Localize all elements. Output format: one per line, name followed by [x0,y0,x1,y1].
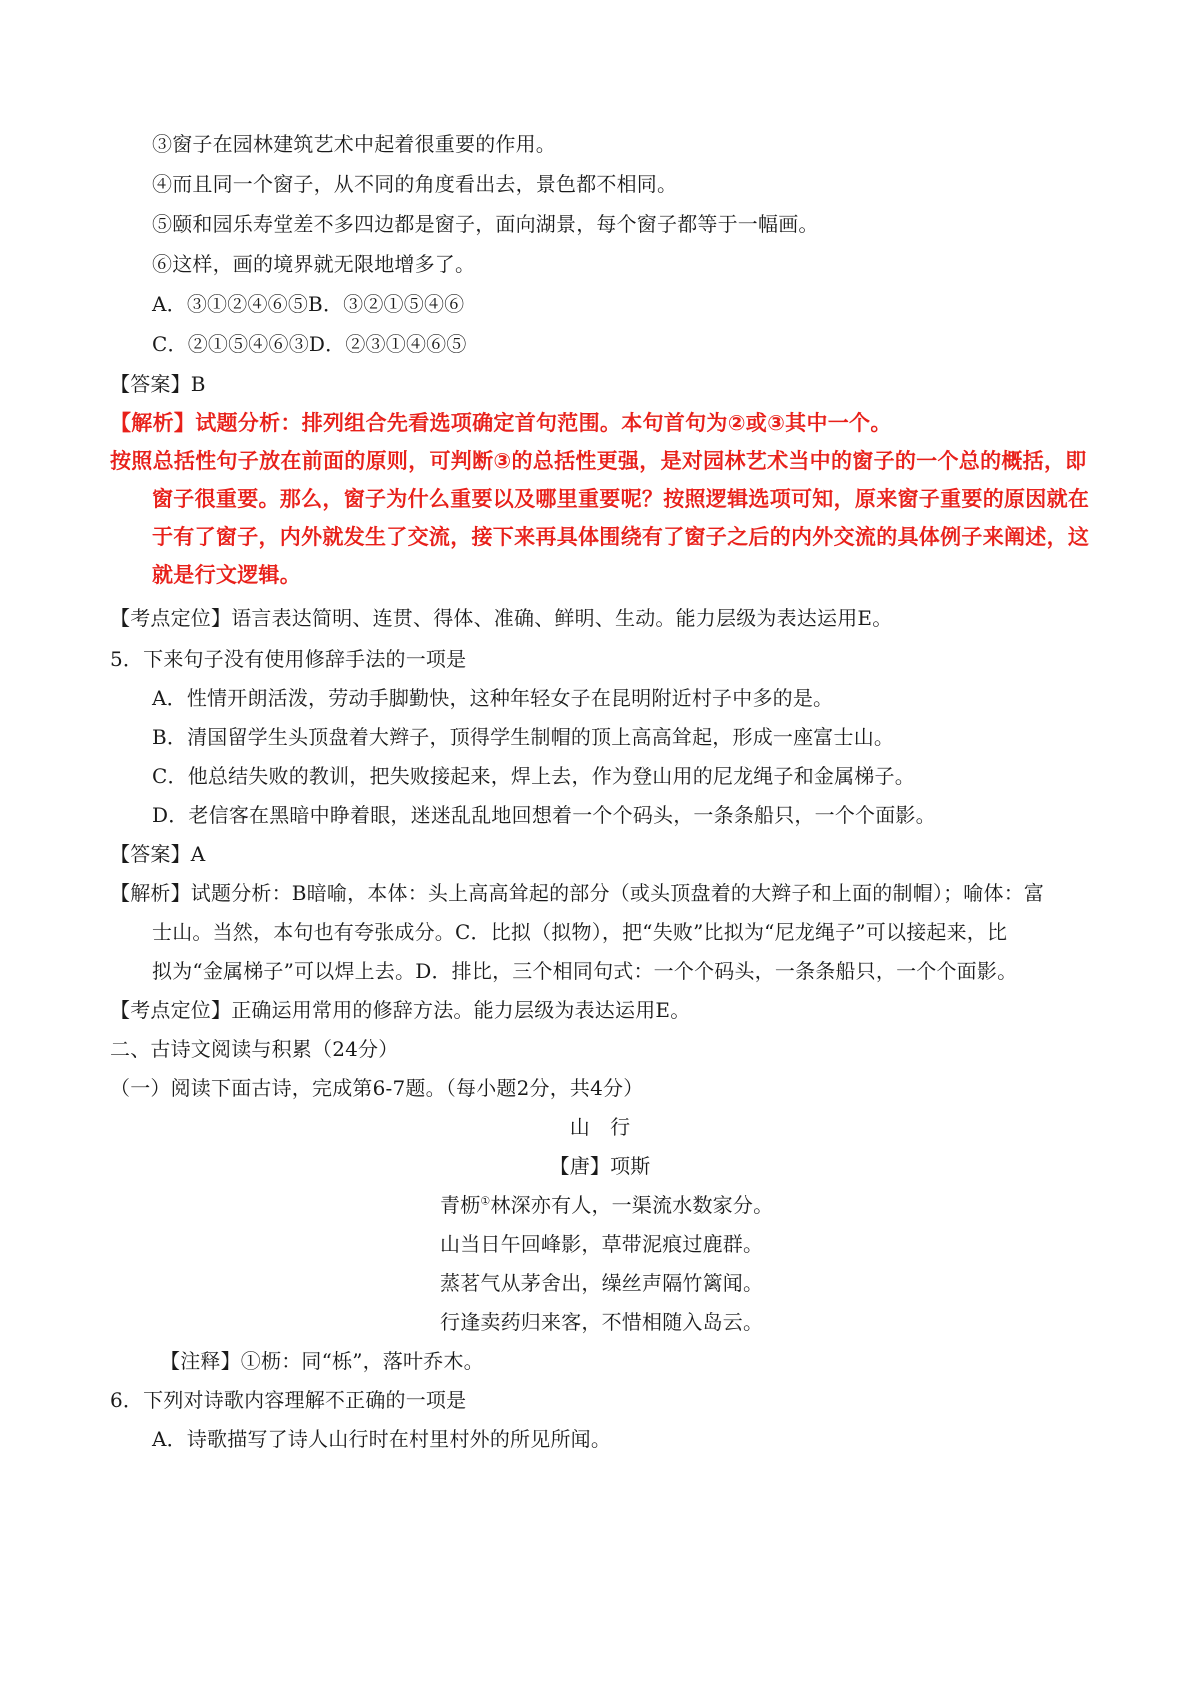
q5-question: 5．下来句子没有使用修辞手法的一项是 [110,647,467,671]
q4-options-ab: A．③①②④⑥⑤B．③②①⑤④⑥ [152,292,465,316]
q4-sentence-4: ④而且同一个窗子，从不同的角度看出去，景色都不相同。 [152,172,678,196]
q6-option-a: A．诗歌描写了诗人山行时在村里村外的所见所闻。 [152,1427,612,1451]
poem-line-1 [440,1191,774,1219]
q4-analysis-line-2: 按照总括性句子放在前面的原则，可判断③的总括性更强，是对园林艺术当中的窗子的一个总的概括，即 [110,449,1087,473]
q6-question: 6．下列对诗歌内容理解不正确的一项是 [110,1388,467,1412]
poem-line-2: 山当日午回峰影，草带泥痕过鹿群。 [440,1232,764,1256]
poem-title: 山 行 [569,1115,631,1139]
poem-line-1-start: 青枥 [440,1193,481,1217]
q5-option-d: D．老信客在黑暗中睁着眼，迷迷乱乱地回想着一个个码头，一条条船只，一个个面影。 [152,803,936,827]
q5-analysis-line-3: 拟为“金属梯子”可以焊上去。D．排比，三个相同句式：一个个码头，一条条船只，一个个面影。 [152,959,1018,983]
q5-option-a: A．性情开朗活泼，劳动手脚勤快，这种年轻女子在昆明附近村子中多的是。 [152,686,834,710]
footnote-marker: ① [480,1194,491,1208]
q4-analysis-line-3: 窗子很重要。那么，窗子为什么重要以及哪里重要呢？按照逻辑选项可知，原来窗子重要的原因就在 [152,487,1090,511]
q4-analysis-line-4: 于有了窗子，内外就发生了交流，接下来再具体围绕有了窗子之后的内外交流的具体例子来阐述，这 [152,525,1090,549]
poem-line-4: 行逢卖药归来客，不惜相随入岛云。 [440,1310,764,1334]
q4-answer: 【答案】B [110,372,206,396]
q4-sentence-5: ⑤颐和园乐寿堂差不多四边都是窗子，面向湖景，每个窗子都等于一幅画。 [152,212,819,236]
poem-author: 【唐】项斯 [549,1154,651,1178]
poem-line-3: 蒸茗气从茅舍出，缲丝声隔竹篱闻。 [440,1271,764,1295]
q4-point: 【考点定位】语言表达简明、连贯、得体、准确、鲜明、生动。能力层级为表达运用E。 [110,606,893,630]
section-heading: 二、古诗文阅读与积累（24分） [110,1037,399,1061]
q5-answer: 【答案】A [110,842,206,866]
q5-analysis-line-1: 【解析】试题分析：B暗喻，本体：头上高高耸起的部分（或头顶盘着的大辫子和上面的制帽）；喻体：富 [110,881,1045,905]
q5-analysis-line-2: 士山。当然，本句也有夸张成分。C．比拟（拟物），把“失败”比拟为“尼龙绳子”可以接起来，比 [152,920,1008,944]
q4-sentence-6: ⑥这样，画的境界就无限地增多了。 [152,252,476,276]
q4-analysis-line-1: 【解析】试题分析：排列组合先看选项确定首句范围。本句首句为②或③其中一个。 [110,411,892,435]
q4-options-cd: C．②①⑤④⑥③D．②③①④⑥⑤ [152,332,467,356]
q5-point: 【考点定位】正确运用常用的修辞方法。能力层级为表达运用E。 [110,998,691,1022]
poem-line-1-end: 林深亦有人，一渠流水数家分。 [490,1193,774,1217]
q4-analysis-line-5: 就是行文逻辑。 [152,563,302,587]
section-subheading: （一）阅读下面古诗，完成第6-7题。（每小题2分，共4分） [110,1076,644,1100]
poem-note: 【注释】①枥：同“栎”，落叶乔木。 [160,1349,484,1373]
q5-option-b: B．清国留学生头顶盘着大辫子，顶得学生制帽的顶上高高耸起，形成一座富士山。 [152,725,895,749]
q4-sentence-3: ③窗子在园林建筑艺术中起着很重要的作用。 [152,132,556,156]
q5-option-c: C．他总结失败的教训，把失败接起来，焊上去，作为登山用的尼龙绳子和金属梯子。 [152,764,915,788]
